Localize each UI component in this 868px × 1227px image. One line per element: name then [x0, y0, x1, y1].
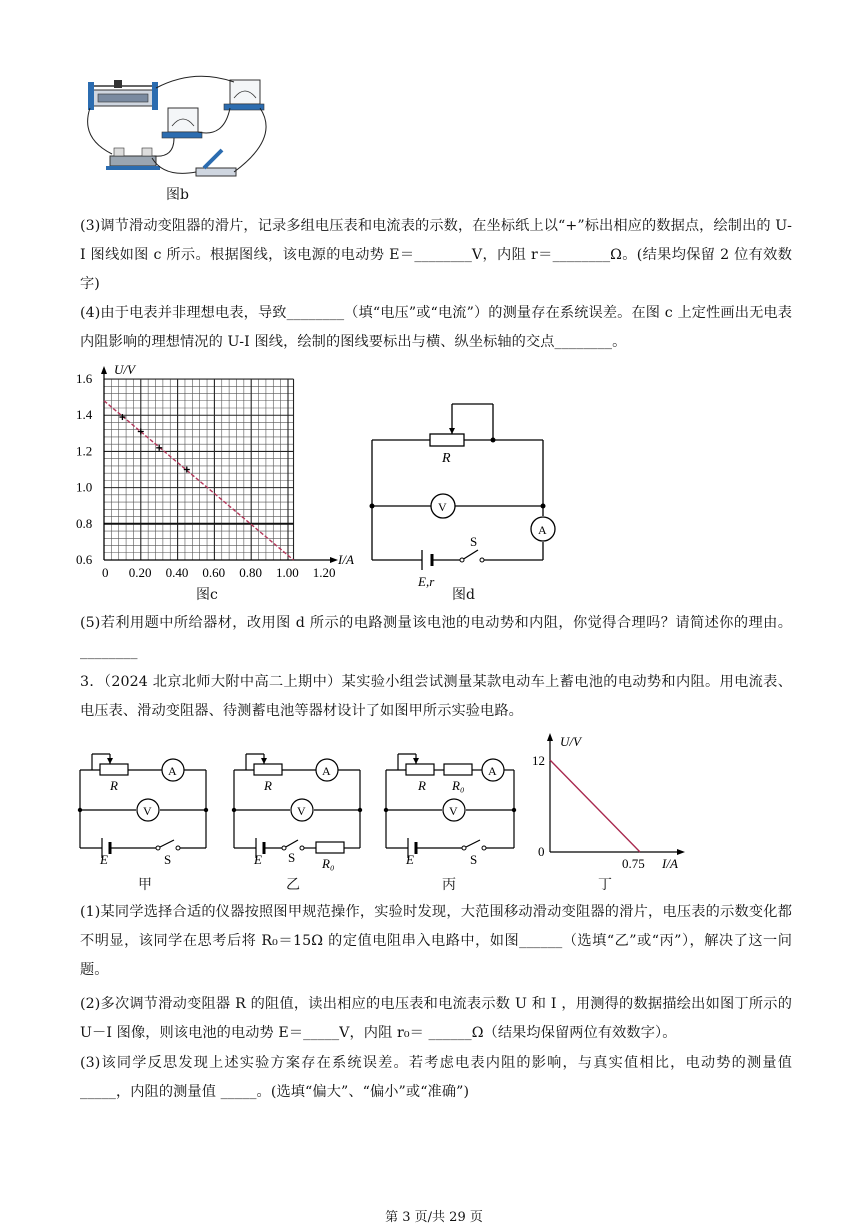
y-tick-labels — [76, 371, 93, 567]
figure-b-caption: 图b — [166, 187, 189, 203]
x-tick-label: 1.00 — [276, 565, 299, 580]
question-2-part-4: (4)由于电表并非理想电表，导致________（填“电压”或“电流”）的测量存在系统误差。在图 c 上定性画出无电表内阻影响的理想情况的 U-I 图线，绘制的图线要标出与横、纵坐标轴的交点________。 — [80, 305, 792, 350]
yi-label-a: A — [322, 764, 331, 778]
bing-label-r0: R₀ — [452, 778, 465, 793]
y-tick-label: 1.6 — [76, 371, 93, 387]
voltmeter-drawing — [162, 108, 202, 138]
rheostat-drawing — [88, 80, 158, 110]
x-tick-label: 0.80 — [239, 565, 262, 580]
yi-label-r0: R₀ — [322, 856, 335, 871]
jia-label-e: E — [100, 852, 108, 867]
ammeter-drawing — [224, 80, 264, 110]
label-a: A — [538, 523, 547, 537]
y-tick-label: 0.8 — [76, 515, 93, 531]
circuit-jia-caption: 甲 — [138, 877, 152, 893]
ding-u-i-line — [550, 760, 640, 852]
yi-label-v: V — [297, 804, 306, 818]
jia-label-a: A — [168, 764, 177, 778]
grid-major-lines — [104, 379, 294, 560]
bing-label-v: V — [449, 804, 458, 818]
label-r: R — [442, 451, 451, 466]
ding-x-end: 0.75 — [622, 856, 645, 870]
figure-d-caption: 图d — [452, 587, 475, 603]
switch-symbol — [460, 558, 464, 562]
y-axis-label: U/V — [114, 362, 135, 377]
question-3-part-1: (1)某同学选择合适的仪器按照图甲规范操作，实验时发现，大范围移动滑动变阻器的滑片，电压表的示数变化都不明显，该同学在思考后将 R₀＝15Ω 的定值电阻串入电路中，如图______（选填“乙”或“丙”），解决了这一问题。 — [80, 904, 792, 978]
x-tick-label: 0 — [102, 565, 109, 580]
ding-origin: 0 — [538, 844, 545, 859]
x-tick-label: 0.60 — [202, 565, 226, 580]
slider-arrow — [449, 428, 455, 434]
figure-c-caption: 图c — [196, 587, 218, 603]
x-tick-label: 0.40 — [165, 565, 189, 580]
question-3-part-3: (3)该同学反思发现上述实验方案存在系统误差。若考虑电表内阻的影响，与真实值相比，电动势的测量值 _____，内阻的测量值 _____。(选填“偏大”、“偏小”或“准确”) — [80, 1055, 792, 1100]
circuit-bing — [380, 748, 530, 868]
ding-y-label: U/V — [560, 734, 581, 749]
question-2-part-3: (3)调节滑动变阻器的滑片，记录多组电压表和电流表的示数，在坐标纸上以“+”标出相应的数据点，绘制出的 U-I 图线如图 c 所示。根据图线，该电源的电动势 E＝________V，内阻 r＝________Ω。(结果均保留 2 位有效数字) — [80, 218, 792, 292]
x-tick-label: 0.20 — [128, 565, 152, 580]
bing-label-r: R — [418, 778, 426, 793]
page-footer: 第 3 页/共 29 页 — [385, 1210, 483, 1225]
question-3-part-2: (2)多次调节滑动变阻器 R 的阻值，读出相应的电压表和电流表示数 U 和 I ，用测得的数据描绘出如图丁所示的 U－I 图像，则该电池的电动势 E＝_____V，内阻 r₀＝ ______Ω（结果均保留两位有效数字）。 — [80, 996, 792, 1041]
ding-y-top: 12 — [532, 753, 545, 768]
circuit-yi-caption: 乙 — [286, 877, 300, 893]
battery-holder-drawing — [106, 148, 160, 170]
jia-label-r: R — [110, 778, 118, 793]
label-s: S — [470, 534, 478, 549]
jia-label-v: V — [143, 804, 152, 818]
circuit-jia — [74, 748, 218, 868]
label-v: V — [438, 500, 447, 514]
y-tick-label: 1.4 — [76, 407, 93, 423]
x-axis-arrow — [330, 557, 338, 563]
yi-label-s: S — [288, 850, 296, 865]
question-3-intro: 3．（2024 北京北师大附中高二上期中）某实验小组尝试测量某款电动车上蓄电池的电动势和内阻。用电流表、电压表、滑动变阻器、待测蓄电池等器材设计了如图甲所示实验电路。 — [80, 674, 792, 719]
circuit-figure-d — [360, 396, 560, 592]
y-tick-label: 1.2 — [76, 443, 93, 459]
apparatus-figure-b — [84, 68, 274, 183]
circuit-yi — [228, 748, 372, 872]
bing-label-e: E — [406, 852, 414, 867]
yi-label-r: R — [264, 778, 272, 793]
y-tick-label: 0.6 — [76, 552, 93, 567]
y-tick-label: 1.0 — [76, 479, 93, 495]
ui-graph-figure-c — [72, 362, 362, 584]
switch-drawing — [196, 150, 236, 176]
grid-minor-lines — [104, 379, 294, 560]
label-er: E,r — [418, 574, 435, 589]
figure-ding-caption: 丁 — [598, 877, 612, 893]
ding-x-label: I/A — [662, 856, 678, 870]
x-tick-labels — [102, 565, 336, 580]
question-2-part-5: (5)若利用题中所给器材，改用图 d 所示的电路测量该电池的电动势和内阻，你觉得合理吗？请简述你的理由。________ — [80, 615, 792, 660]
resistor-r — [430, 434, 464, 446]
yi-label-e: E — [254, 852, 262, 867]
bing-label-s: S — [470, 852, 478, 867]
circuit-bing-caption: 丙 — [442, 877, 456, 893]
x-axis-label: I/A — [338, 552, 354, 567]
ui-graph-figure-ding — [530, 730, 700, 870]
jia-label-s: S — [164, 852, 172, 867]
bing-label-a: A — [488, 764, 497, 778]
x-tick-label: 1.20 — [312, 565, 336, 580]
y-axis-arrow — [101, 366, 107, 374]
